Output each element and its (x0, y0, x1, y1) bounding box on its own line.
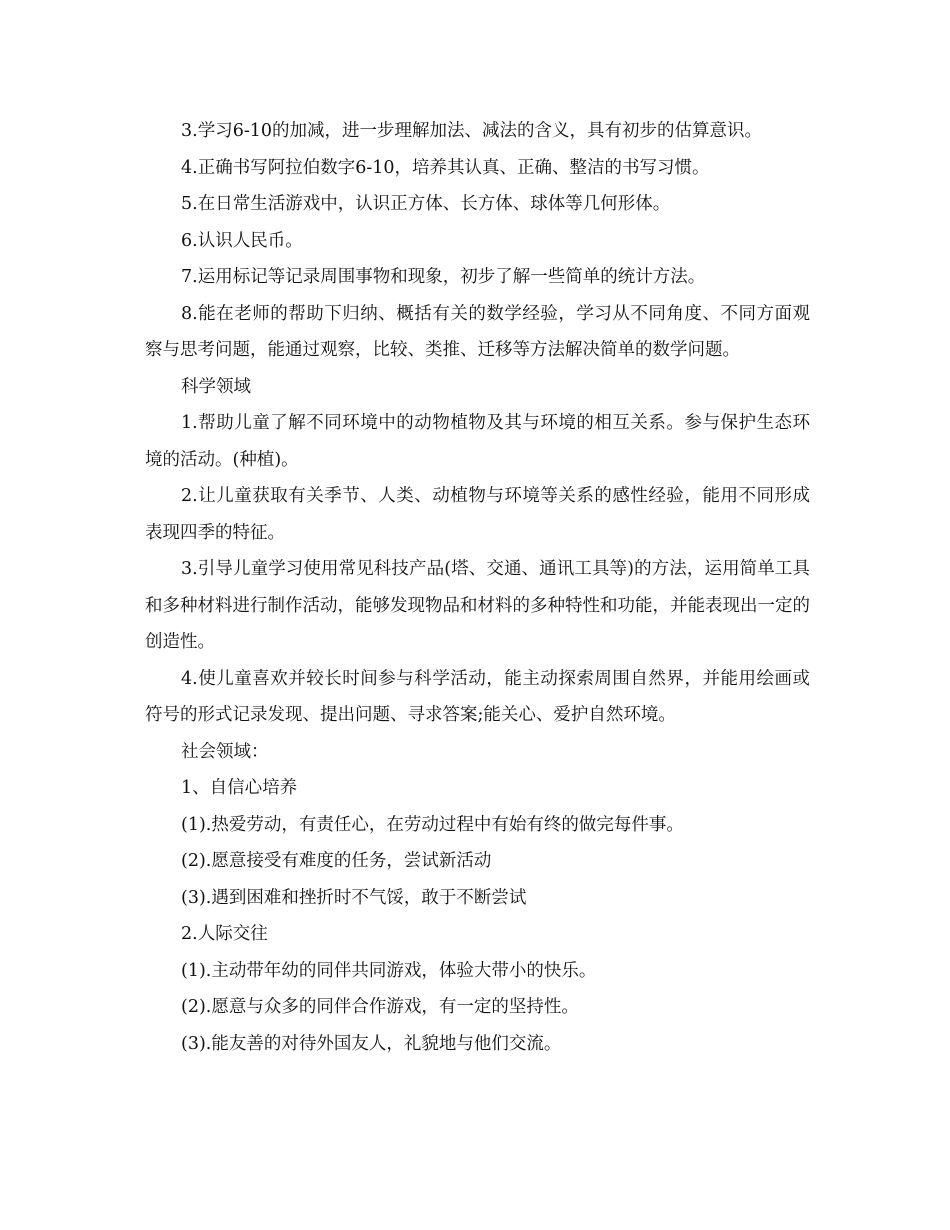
subheading-interpersonal: 2.人际交往 (181, 924, 268, 944)
paragraph-interpersonal-2: (2).愿意与众多的同伴合作游戏，有一定的坚持性。 (181, 997, 579, 1017)
paragraph-math-5: 5.在日常生活游戏中，认识正方体、长方体、球体等几何形体。 (181, 194, 671, 214)
paragraph-interpersonal-1: (1).主动带年幼的同伴共同游戏，体验大带小的快乐。 (181, 960, 597, 981)
paragraph-math-7: 7.运用标记等记录周围事物和现象，初步了解一些简单的统计方法。 (181, 267, 706, 287)
paragraph-math-8: 8.能在老师的帮助下归纳、概括有关的数学经验，学习从不同角度、不同方面观察与思考问题，能通过观察，比较、类推、迁移等方法解决简单的数学问题。 (145, 303, 810, 360)
subheading-confidence: 1、自信心培养 (181, 778, 298, 798)
section-heading-social: 社会领域： (181, 741, 269, 762)
paragraph-science-4: 4.使儿童喜欢并较长时间参与科学活动，能主动探索周围自然界，并能用绘画或符号的形式记录发现、提出问题、寻求答案;能关心、爱护自然环境。 (145, 668, 810, 725)
paragraph-confidence-1: (1).热爱劳动，有责任心，在劳动过程中有始有终的做完每件事。 (181, 814, 684, 835)
paragraph-science-3: 3.引导儿童学习使用常见科技产品(塔、交通、通讯工具等)的方法，运用简单工具和多种材料进行制作活动，能够发现物品和材料的多种特性和功能，并能表现出一定的创造性。 (145, 559, 810, 652)
section-heading-science: 科学领域 (181, 376, 251, 397)
paragraph-math-6: 6.认识人民币。 (181, 230, 303, 251)
paragraph-science-1: 1.帮助儿童了解不同环境中的动物植物及其与环境的相互关系。参与保护生态环境的活动。(种植)。 (145, 413, 810, 470)
paragraph-interpersonal-3: (3).能友善的对待外国友人，礼貌地与他们交流。 (181, 1033, 562, 1054)
paragraph-science-2: 2.让儿童获取有关季节、人类、动植物与环境等关系的感性经验，能用不同形成表现四季的特征。 (145, 486, 810, 543)
paragraph-math-3: 3.学习6-10的加减，进一步理解加法、减法的含义，具有初步的估算意识。 (181, 121, 763, 141)
paragraph-confidence-3: (3).遇到困难和挫折时不气馁，敢于不断尝试 (181, 887, 527, 908)
paragraph-confidence-2: (2).愿意接受有难度的任务，尝试新活动 (181, 851, 492, 871)
paragraph-math-4: 4.正确书写阿拉伯数字6-10，培养其认真、正确、整洁的书写习惯。 (181, 157, 710, 178)
document-body (145, 113, 810, 1062)
